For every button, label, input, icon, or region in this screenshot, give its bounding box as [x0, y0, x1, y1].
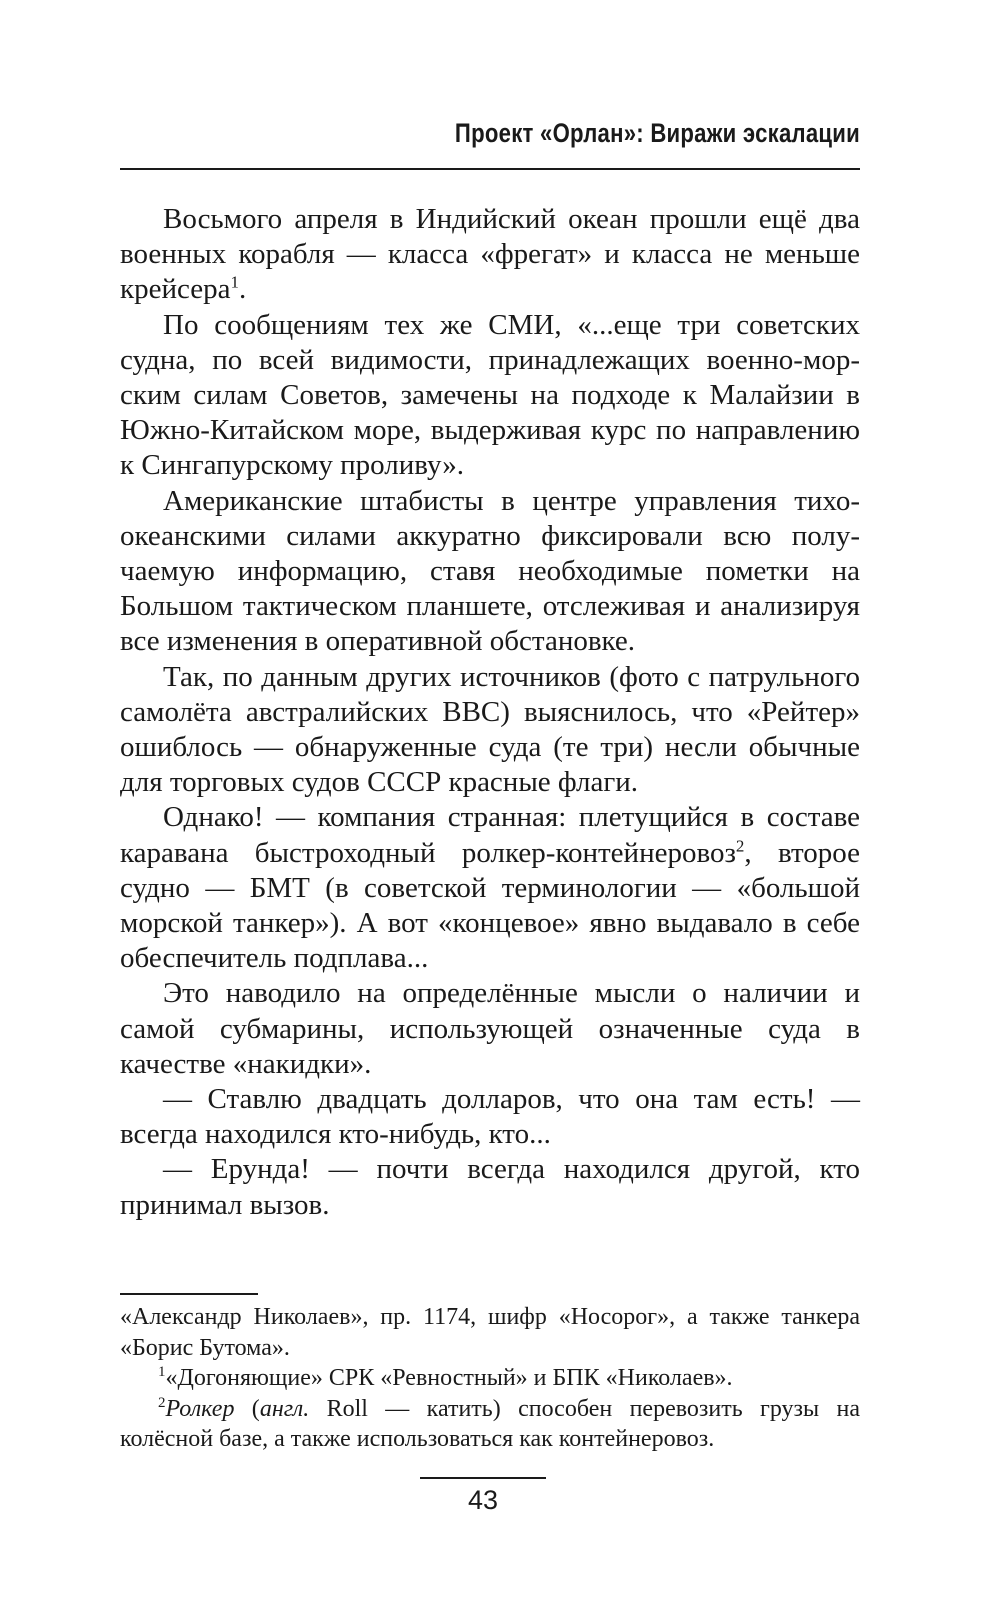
footnotes — [120, 1302, 860, 1455]
paragraph-5-text: Однако! — компания странная: плетущийся в составе каравана быстроходный ролкер-контейнеровоз — [120, 801, 860, 869]
footnote-2-text: Roll — катить) способен перевозить грузы на колёсной базе, а также использоваться как контейнеровоз. — [120, 1395, 860, 1452]
paragraph-3: Американские штабисты в центре управления тихоокеанскими силами аккуратно фиксировали всю получаемую информацию, ставя необходимые пометки на Большом тактическом планшете, отслеживая и анализируя все изменения в оперативной обстановке. — [120, 484, 860, 658]
footnote-ref-2: 2 — [735, 836, 745, 855]
paragraph-5 — [120, 800, 860, 976]
footnote-2-open: ( — [234, 1395, 260, 1422]
page-number-rule — [420, 1477, 546, 1479]
footnote-1-text: «Догоняющие» СРК «Ревностный» и БПК «Николаев». — [165, 1365, 733, 1391]
footnote-ref-1: 1 — [230, 272, 239, 292]
footnote-carryover: «Александр Николаев», пр. 1174, шифр «Носорог», а также танкера «Борис Бутома». — [120, 1304, 860, 1361]
dialogue-line-1: — Ставлю двадцать долларов, что она там есть! — всегда находился кто-нибудь, кто... — [120, 1083, 860, 1151]
page-number: 43 — [467, 1485, 499, 1515]
header-rule — [120, 168, 860, 170]
paragraph-6: Это наводило на определённые мысли о наличии и самой субмарины, использующей означенные суда в качестве «накидки». — [120, 977, 860, 1080]
paragraph-1 — [120, 202, 860, 308]
footnote-rule — [120, 1293, 258, 1295]
footnote-2-mark: 2 — [158, 1394, 166, 1411]
dialogue-line-2: — Ерунда! — почти всегда находился другой, кто принимал вызов. — [120, 1153, 860, 1221]
footnote-2-lang: англ. — [259, 1395, 310, 1422]
paragraph-4: Так, по данным других источников (фото с патрульного самолёта австралийских ВВС) выяснилось, что «Рейтер» ошиблось — обнаруженные суда (те три) несли обычные для торговых судов СССР красные флаги. — [120, 660, 860, 799]
paragraph-1-end: . — [238, 273, 247, 306]
paragraph-2: По сообщениям тех же СМИ, «...еще три советских судна, по всей видимости, принадлежащих военно-морским силам Советов, замечены на подходе к Малайзии в Южно-Китайском море, выдерживая курс по направлению к Сингапурскому проливу». — [120, 308, 860, 482]
paragraph-5-rest: , второе судно — БМТ (в советской терминологии — «большой морской танкер»). А вот «концевое» явно выдавало в себе обеспечитель подплава... — [120, 836, 860, 975]
main-text — [120, 202, 860, 1223]
running-title: Проект «Орлан»: Виражи эскалации — [454, 118, 860, 148]
footnote-1-mark: 1 — [158, 1364, 166, 1380]
footnote-2 — [120, 1394, 860, 1455]
footnote-1 — [120, 1363, 860, 1394]
footnote-2-term: Ролкер — [165, 1395, 235, 1422]
paragraph-1-text: Восьмого апреля в Индийский океан прошли ещё два военных корабля — класса «фрегат» и класса не меньше крейсера — [120, 203, 860, 306]
